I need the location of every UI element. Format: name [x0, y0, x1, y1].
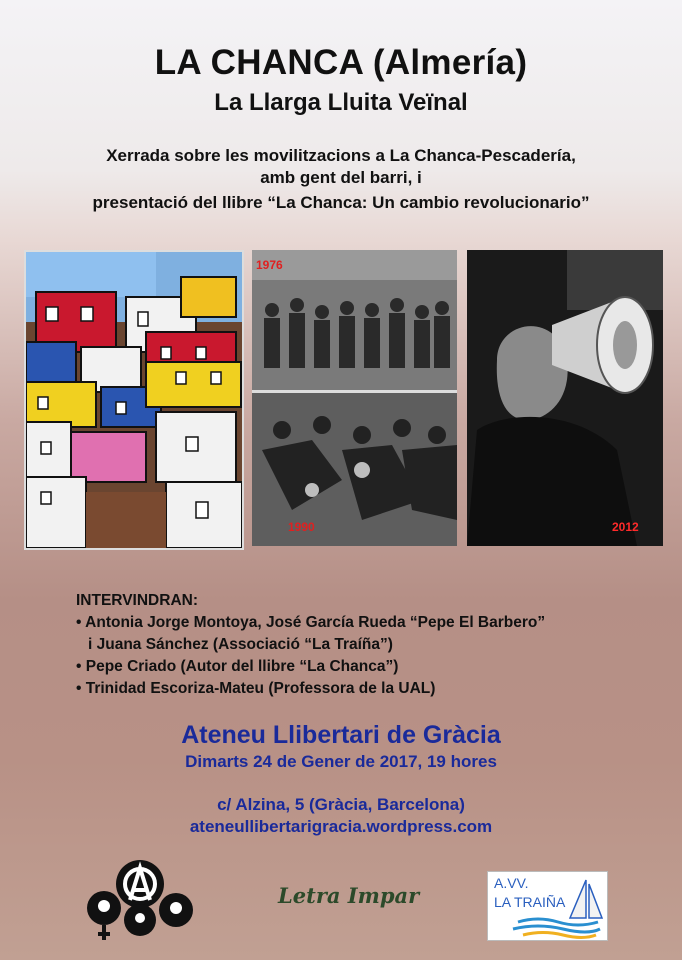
intro-line-3: presentació del llibre “La Chanca: Un cambio revolucionario”: [92, 193, 590, 212]
historic-photos-image: [252, 250, 457, 546]
year-label-1990: 1990: [288, 520, 315, 534]
speakers-block: [76, 590, 545, 700]
la-traina-logo: [487, 871, 608, 941]
traina-name-label: LA TRAIÑA: [494, 894, 566, 910]
poster-subtitle: La Llarga Lluita Veïnal: [214, 89, 468, 116]
year-label-1976: 1976: [256, 258, 283, 272]
letra-impar-logo: Letra Impar: [278, 883, 420, 908]
painting-image: [24, 250, 244, 550]
event-address: c/ Alzina, 5 (Gràcia, Barcelona): [217, 795, 465, 814]
speaker-line: • Antonia Jorge Montoya, José García Rueda “Pepe El Barbero”: [76, 614, 546, 631]
event-website: ateneullibertarigracia.wordpress.com: [189, 817, 493, 836]
event-date: Dimarts 24 de Gener de 2017, 19 hores: [185, 752, 497, 771]
intro-line-2: amb gent del barri, i: [260, 168, 422, 187]
speaker-line: • Trinidad Escoriza-Mateu (Professora de la UAL): [76, 680, 436, 697]
speaker-line: i Juana Sánchez (Associació “La Traíña”): [88, 636, 393, 653]
megaphone-photo-image: [467, 250, 663, 546]
speaker-line: • Pepe Criado (Autor del llibre “La Chanca”): [76, 658, 399, 675]
year-label-2012: 2012: [612, 520, 639, 534]
anarchy-circle-a-icon: [80, 858, 200, 942]
traina-av-label: A.VV.: [494, 875, 529, 891]
poster-title: LA CHANCA (Almería): [154, 43, 528, 82]
intro-line-1: Xerrada sobre les movilitzacions a La Chanca-Pescadería,: [106, 146, 576, 165]
speakers-heading: INTERVINDRAN:: [76, 592, 198, 609]
venue-name: Ateneu Llibertari de Gràcia: [181, 721, 501, 749]
